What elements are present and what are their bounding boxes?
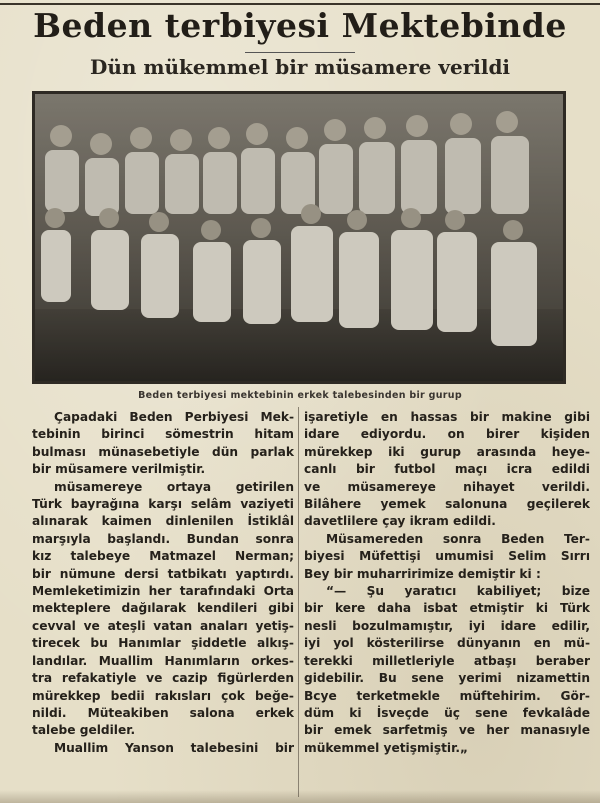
text-line: gidebilir. Bu sene yerimi nizamettin [304,671,590,686]
text-line: alınarak kaimen dinlenilen İstiklâl [32,514,294,529]
text-line: bulması münasebetiyle dün parlak [32,444,294,459]
text-line: mekteplere dağılarak kendileri gibi [32,601,294,616]
text-line: tirecek bu Hanımlar şiddetle alkış- [32,636,294,651]
text-line: davetlilere çay ikram edildi. [304,514,496,529]
team-photo-illustration [35,94,563,381]
text-line: nesli bozulmamıştır, iyi idare edilir, [304,618,590,633]
text-line: biyesi Müfettişi umumisi Selim Sırrı [304,549,590,564]
text-line: düm ki İsveçde üç sene fevkalâde [304,705,590,720]
text-line: talebe geldiler. [32,723,136,738]
team-photo [32,91,566,384]
photo-caption: Beden terbiyesi mektebinin erkek talebesinden bir gurup [138,390,462,401]
text-line: landılar. Muallim Hanımların orkes- [32,653,294,668]
text-line: Çapadaki Beden Perbiyesi Mek- [54,410,294,424]
text-line: ve müsamereye nihayet verildi. [304,479,590,494]
text-line: terekki milletleriyle atbaşı beraber [304,653,590,668]
text-line: bir kere daha isbat etmiştir ki Türk [304,601,590,616]
text-line: bir nümune dersi tatbikatı yaptırdı. [32,566,294,581]
subheadline: Dün mükemmel bir müsamere verildi [89,55,511,79]
text-line: cevval ve ateşli vatan anaları yetiş- [32,618,294,633]
column-divider [298,407,299,797]
headline-divider [245,52,355,53]
text-line: Memleketimizin her tarafındaki Orta [32,584,294,599]
headline: Beden terbiyesi Mektebinde [33,6,567,45]
text-line: müsamereye ortaya getirilen [54,479,294,494]
text-line: kız talebeye Matmazel Nerman; [32,549,294,564]
text-line: işaretiyle en hassas bir makine gibi [304,410,590,424]
text-line: Müsamereden sonra Beden Ter- [326,531,590,546]
text-line: idare ediyordu. on birer kişiden [304,427,590,442]
text-line: Türk bayrağına karşı selâm vaziyeti [32,497,294,512]
text-line: canlı bir futbol maçı icra edildi [304,462,590,477]
article-column-right [304,409,590,757]
text-line: marşıyla başlandı. Bundan sonra [32,531,294,546]
text-line: Bilâhere yemek salonuna geçilerek [304,497,590,512]
text-line: mürekkep bedii rakısları çok beğe- [32,688,294,703]
text-line: tebinin birinci sömestrin hitam [32,427,294,442]
text-line: Bcye terketmekle müftehirim. Gör- [304,688,590,703]
text-line: mürekkep iki gurup arasında heye- [304,444,590,459]
text-line: Bey bir muharririmize demiştir ki : [304,566,541,581]
text-line: tra refakatiyle ve cazip figürlerden [32,671,294,686]
page-edge-shade [0,790,600,803]
text-line: bir emek sarfetmiş ve her manasıyle [304,723,590,738]
top-rule [0,3,600,5]
text-line: mükemmel yetişmiştir.„ [304,740,469,755]
article-column-left [32,409,294,757]
text-line: nildi. Müteakiben salona erkek [32,705,294,720]
text-line: “— Şu yaratıcı kabiliyet; bize [326,584,590,599]
text-line: Muallim Yanson talebesini bir [54,740,294,755]
text-line: bir müsamere verilmiştir. [32,462,206,477]
text-line: iyi yol kösterilirse dünyanın en mü- [304,636,590,651]
